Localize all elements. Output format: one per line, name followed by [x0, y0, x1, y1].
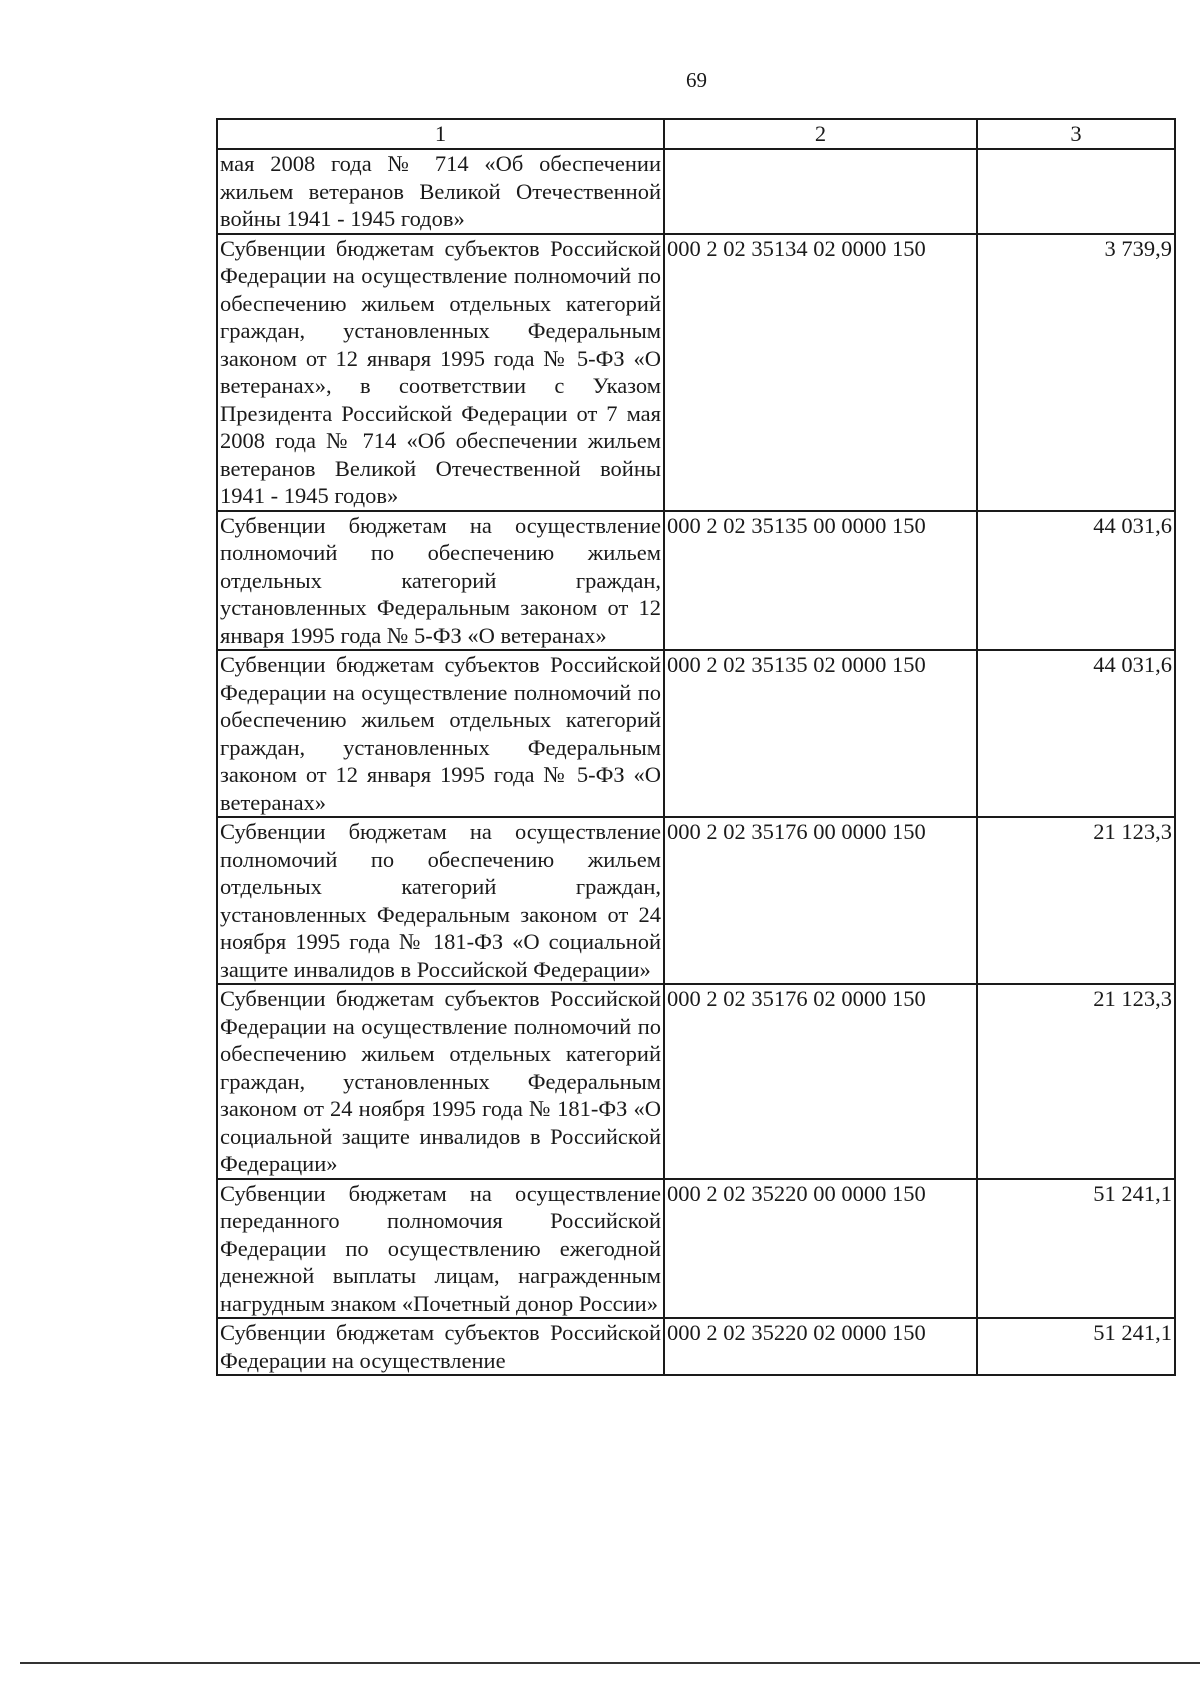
page-number: 69: [686, 68, 707, 92]
row-code: 000 2 02 35135 00 0000 150: [664, 511, 977, 651]
scan-edge-divider: [20, 1662, 1200, 1664]
table-row: [217, 984, 1175, 1179]
row-amount: 44 031,6: [977, 650, 1175, 817]
table-row: [217, 1318, 1175, 1375]
table-row: [217, 1179, 1175, 1319]
row-amount: 21 123,3: [977, 984, 1175, 1179]
column-header-2: 2: [664, 119, 977, 149]
row-code: 000 2 02 35220 02 0000 150: [664, 1318, 977, 1375]
row-code: [664, 149, 977, 234]
table-body: [217, 149, 1175, 1375]
row-amount: 51 241,1: [977, 1318, 1175, 1375]
header-row: [217, 119, 1175, 149]
row-description: Субвенции бюджетам субъектов Российской Федерации на осуществление полномочий по обеспечению жильем отдельных категорий граждан, установленных Федеральным законом от 24 ноября 1995 года № 181-ФЗ «О социальной защите инвалидов в Российской Федерации»: [217, 984, 664, 1179]
table-row: [217, 650, 1175, 817]
row-amount: [977, 149, 1175, 234]
row-amount: 21 123,3: [977, 817, 1175, 984]
row-description: мая 2008 года № 714 «Об обеспечении жильем ветеранов Великой Отечественной войны 1941 - 1945 годов»: [217, 149, 664, 234]
row-description: Субвенции бюджетам на осуществление полномочий по обеспечению жильем отдельных категорий граждан, установленных Федеральным законом от 12 января 1995 года № 5-ФЗ «О ветеранах»: [217, 511, 664, 651]
row-amount: 44 031,6: [977, 511, 1175, 651]
row-description: Субвенции бюджетам субъектов Российской Федерации на осуществление: [217, 1318, 664, 1375]
row-description: Субвенции бюджетам субъектов Российской Федерации на осуществление полномочий по обеспечению жильем отдельных категорий граждан, установленных Федеральным законом от 12 января 1995 года № 5-ФЗ «О ветеранах», в соответствии с Указом Президента Российской Федерации от 7 мая 2008 года № 714 «Об обеспечении жильем ветеранов Великой Отечественной войны 1941 - 1945 годов»: [217, 234, 664, 511]
row-code: 000 2 02 35135 02 0000 150: [664, 650, 977, 817]
table-row: [217, 511, 1175, 651]
row-description: Субвенции бюджетам на осуществление полномочий по обеспечению жильем отдельных категорий граждан, установленных Федеральным законом от 24 ноября 1995 года № 181-ФЗ «О социальной защите инвалидов в Российской Федерации»: [217, 817, 664, 984]
row-code: 000 2 02 35220 00 0000 150: [664, 1179, 977, 1319]
table-header: [217, 119, 1175, 149]
table-row: [217, 817, 1175, 984]
column-header-3: 3: [977, 119, 1175, 149]
row-amount: 3 739,9: [977, 234, 1175, 511]
table-row: [217, 234, 1175, 511]
table-row: [217, 149, 1175, 234]
row-code: 000 2 02 35134 02 0000 150: [664, 234, 977, 511]
column-header-1: 1: [217, 119, 664, 149]
row-code: 000 2 02 35176 02 0000 150: [664, 984, 977, 1179]
row-code: 000 2 02 35176 00 0000 150: [664, 817, 977, 984]
budget-table: [216, 118, 1176, 1376]
row-amount: 51 241,1: [977, 1179, 1175, 1319]
row-description: Субвенции бюджетам субъектов Российской Федерации на осуществление полномочий по обеспечению жильем отдельных категорий граждан, установленных Федеральным законом от 12 января 1995 года № 5-ФЗ «О ветеранах»: [217, 650, 664, 817]
row-description: Субвенции бюджетам на осуществление переданного полномочия Российской Федерации по осуществлению ежегодной денежной выплаты лицам, награжденным нагрудным знаком «Почетный донор России»: [217, 1179, 664, 1319]
